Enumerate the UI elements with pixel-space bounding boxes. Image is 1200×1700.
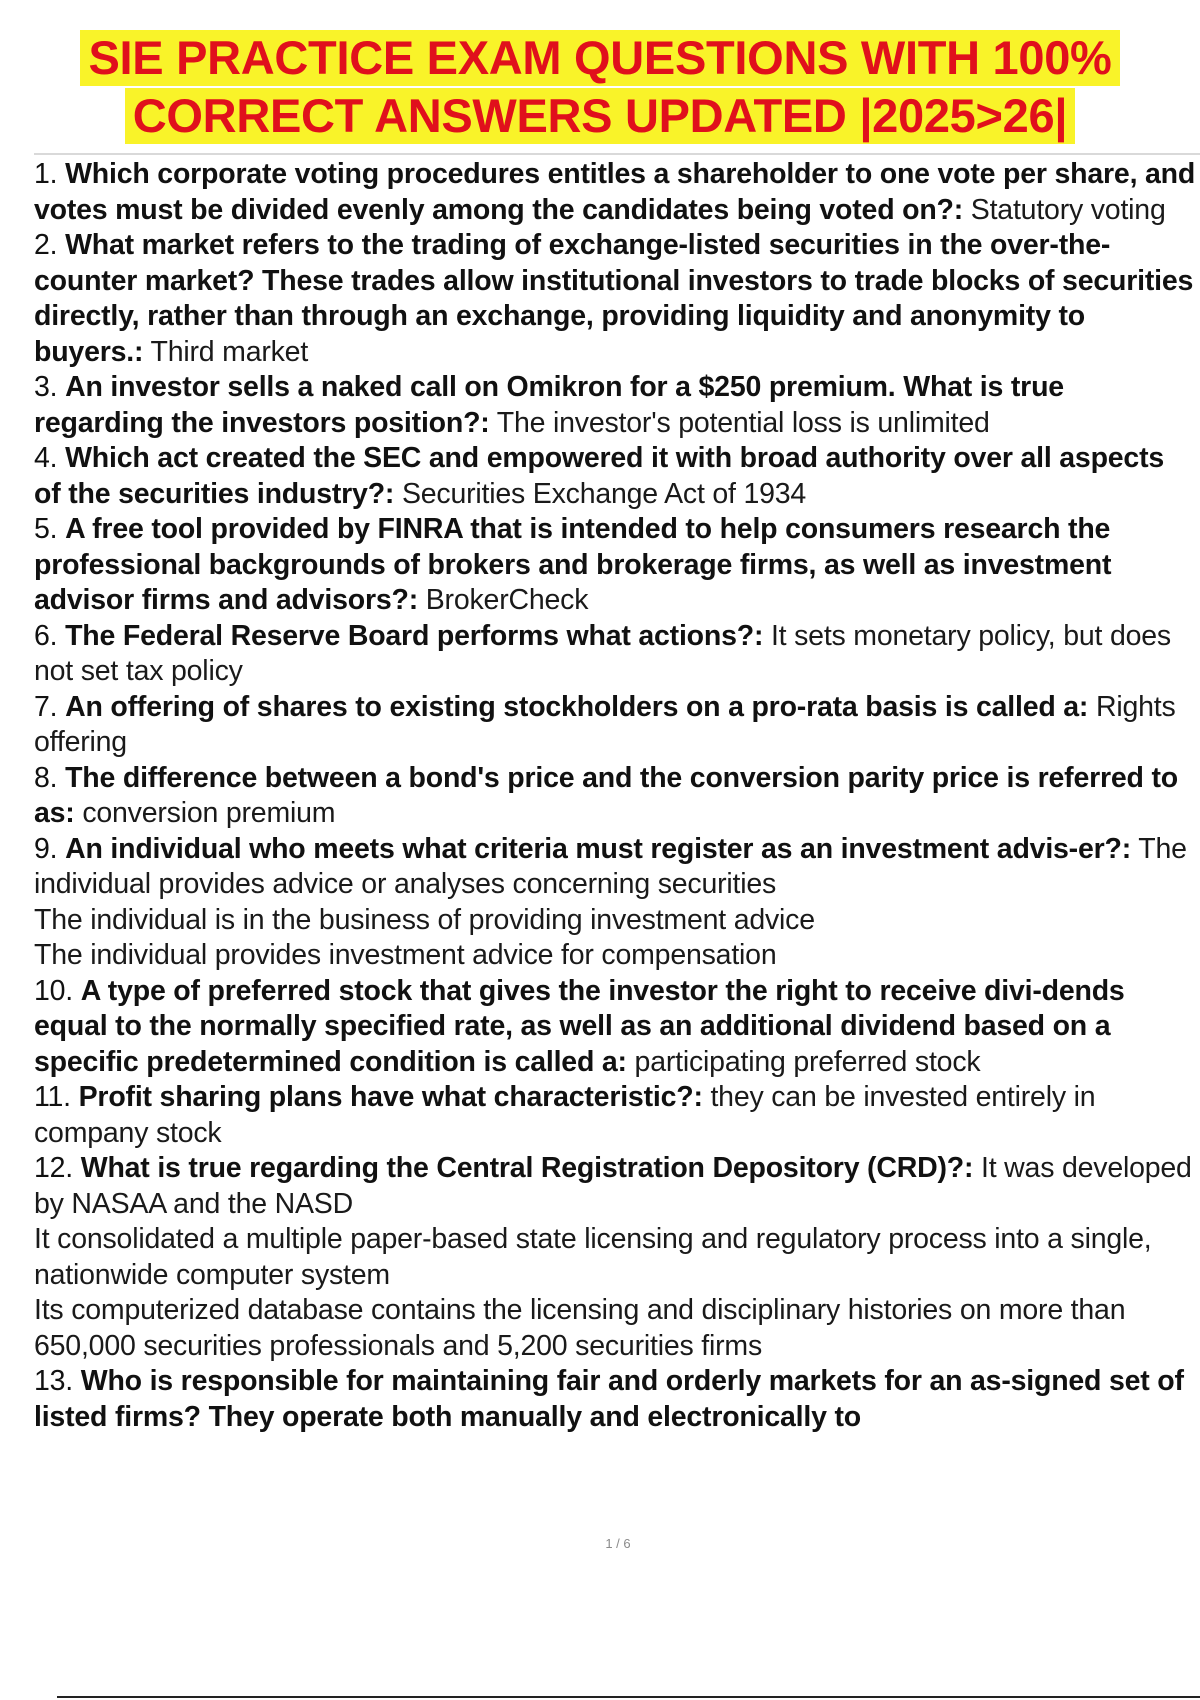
- answer-text: Securities Exchange Act of 1934: [401, 477, 807, 510]
- question-number: 12.: [34, 1152, 74, 1184]
- question-text: A type of preferred stock that gives the investor the right to receive divi-dends equal to the normally specified rate, as well as an additional dividend based on a specific predetermined condition is called a:: [34, 974, 1125, 1078]
- question-number: 5.: [34, 513, 58, 545]
- answer-text: participating preferred stock: [634, 1045, 981, 1078]
- question-text: Which corporate voting procedures entitles a shareholder to one vote per share, and votes must be divided evenly among the candidates being voted on?:: [34, 158, 1196, 226]
- question-number: 2.: [34, 229, 58, 261]
- question-item: [34, 974, 1196, 1081]
- question-text: A free tool provided by FINRA that is intended to help consumers research the professional backgrounds of brokers and brokerage firms, as well as investment advisor firms and advisors?:: [34, 513, 1112, 616]
- question-number: 6.: [34, 619, 58, 652]
- answer-text: Third market: [150, 335, 309, 368]
- page-number: 1 / 6: [605, 1536, 631, 1551]
- title-line-2: CORRECT ANSWERS UPDATED |2025>26|: [125, 88, 1075, 144]
- question-item: [34, 619, 1196, 690]
- question-number: 3.: [34, 371, 58, 403]
- answer-extra-line: The individual is in the business of providing investment advice: [34, 903, 815, 936]
- question-number: 9.: [34, 832, 58, 865]
- answer-extra-line: The individual provides investment advice for compensation: [34, 939, 777, 971]
- answer-text: The investor's potential loss is unlimited: [496, 406, 990, 439]
- answer-extra-line: It consolidated a multiple paper-based state licensing and regulatory process into a single, nationwide computer system: [34, 1223, 1152, 1291]
- answer-text: It sets monetary policy, but does not set tax policy: [34, 619, 1171, 687]
- question-text: Who is responsible for maintaining fair and orderly markets for an as-signed set of listed firms? They operate both manually and electronically to: [34, 1365, 1184, 1433]
- question-text: What is true regarding the Central Registration Depository (CRD)?:: [80, 1152, 974, 1184]
- question-text: The difference between a bond's price and the conversion parity price is referred to as:: [34, 761, 1178, 829]
- question-item: [34, 690, 1196, 761]
- answer-text: Statutory voting: [970, 193, 1166, 226]
- title-divider: [34, 153, 1200, 155]
- answer-text: they can be invested entirely in company stock: [34, 1081, 1096, 1149]
- question-item: [34, 228, 1196, 370]
- question-item: [34, 441, 1196, 512]
- question-text: The Federal Reserve Board performs what actions?:: [65, 619, 764, 652]
- question-item: [34, 1364, 1196, 1435]
- question-number: 10.: [34, 974, 74, 1007]
- answer-extra-line: Its computerized database contains the licensing and disciplinary histories on more than 650,000 securities professionals and 5,200 securities firms: [34, 1294, 1126, 1362]
- bottom-divider: [57, 1696, 1200, 1698]
- question-text: Profit sharing plans have what characteristic?:: [78, 1081, 703, 1113]
- question-number: 7.: [34, 690, 58, 723]
- question-text: Which act created the SEC and empowered it with broad authority over all aspects of the securities industry?:: [34, 442, 1165, 510]
- question-number: 4.: [34, 442, 58, 474]
- answer-text: Rights offering: [34, 690, 1176, 758]
- question-text: An investor sells a naked call on Omikron for a $250 premium. What is true regarding the investors position?:: [34, 371, 1064, 439]
- question-number: 11.: [34, 1081, 71, 1113]
- document-title: [0, 30, 1200, 146]
- question-text: An offering of shares to existing stockholders on a pro-rata basis is called a:: [65, 690, 1089, 723]
- answer-text: It was developed by NASAA and the NASD: [34, 1152, 1192, 1220]
- question-text: What market refers to the trading of exchange-listed securities in the over-the-counter market? These trades allow institutional investors to trade blocks of securities directly, rather than through an exchange, providing liquidity and anonymity to buyers.:: [34, 229, 1194, 368]
- question-item: [34, 370, 1196, 441]
- answer-text: BrokerCheck: [425, 584, 589, 616]
- answer-text: The individual provides advice or analyses concerning securities: [34, 832, 1187, 900]
- question-item: [34, 832, 1196, 903]
- question-text: An individual who meets what criteria must register as an investment advis-er?:: [65, 832, 1132, 865]
- title-line-1: SIE PRACTICE EXAM QUESTIONS WITH 100%: [80, 30, 1119, 86]
- answer-text: conversion premium: [82, 797, 336, 829]
- question-number: 13.: [34, 1365, 74, 1397]
- question-number: 8.: [34, 761, 58, 794]
- question-item: [34, 761, 1196, 832]
- question-item: [34, 512, 1196, 619]
- question-item: [34, 1080, 1196, 1151]
- question-number: 1.: [34, 158, 58, 190]
- question-item: [34, 157, 1196, 228]
- question-item: [34, 1151, 1196, 1222]
- question-list: [34, 157, 1196, 1435]
